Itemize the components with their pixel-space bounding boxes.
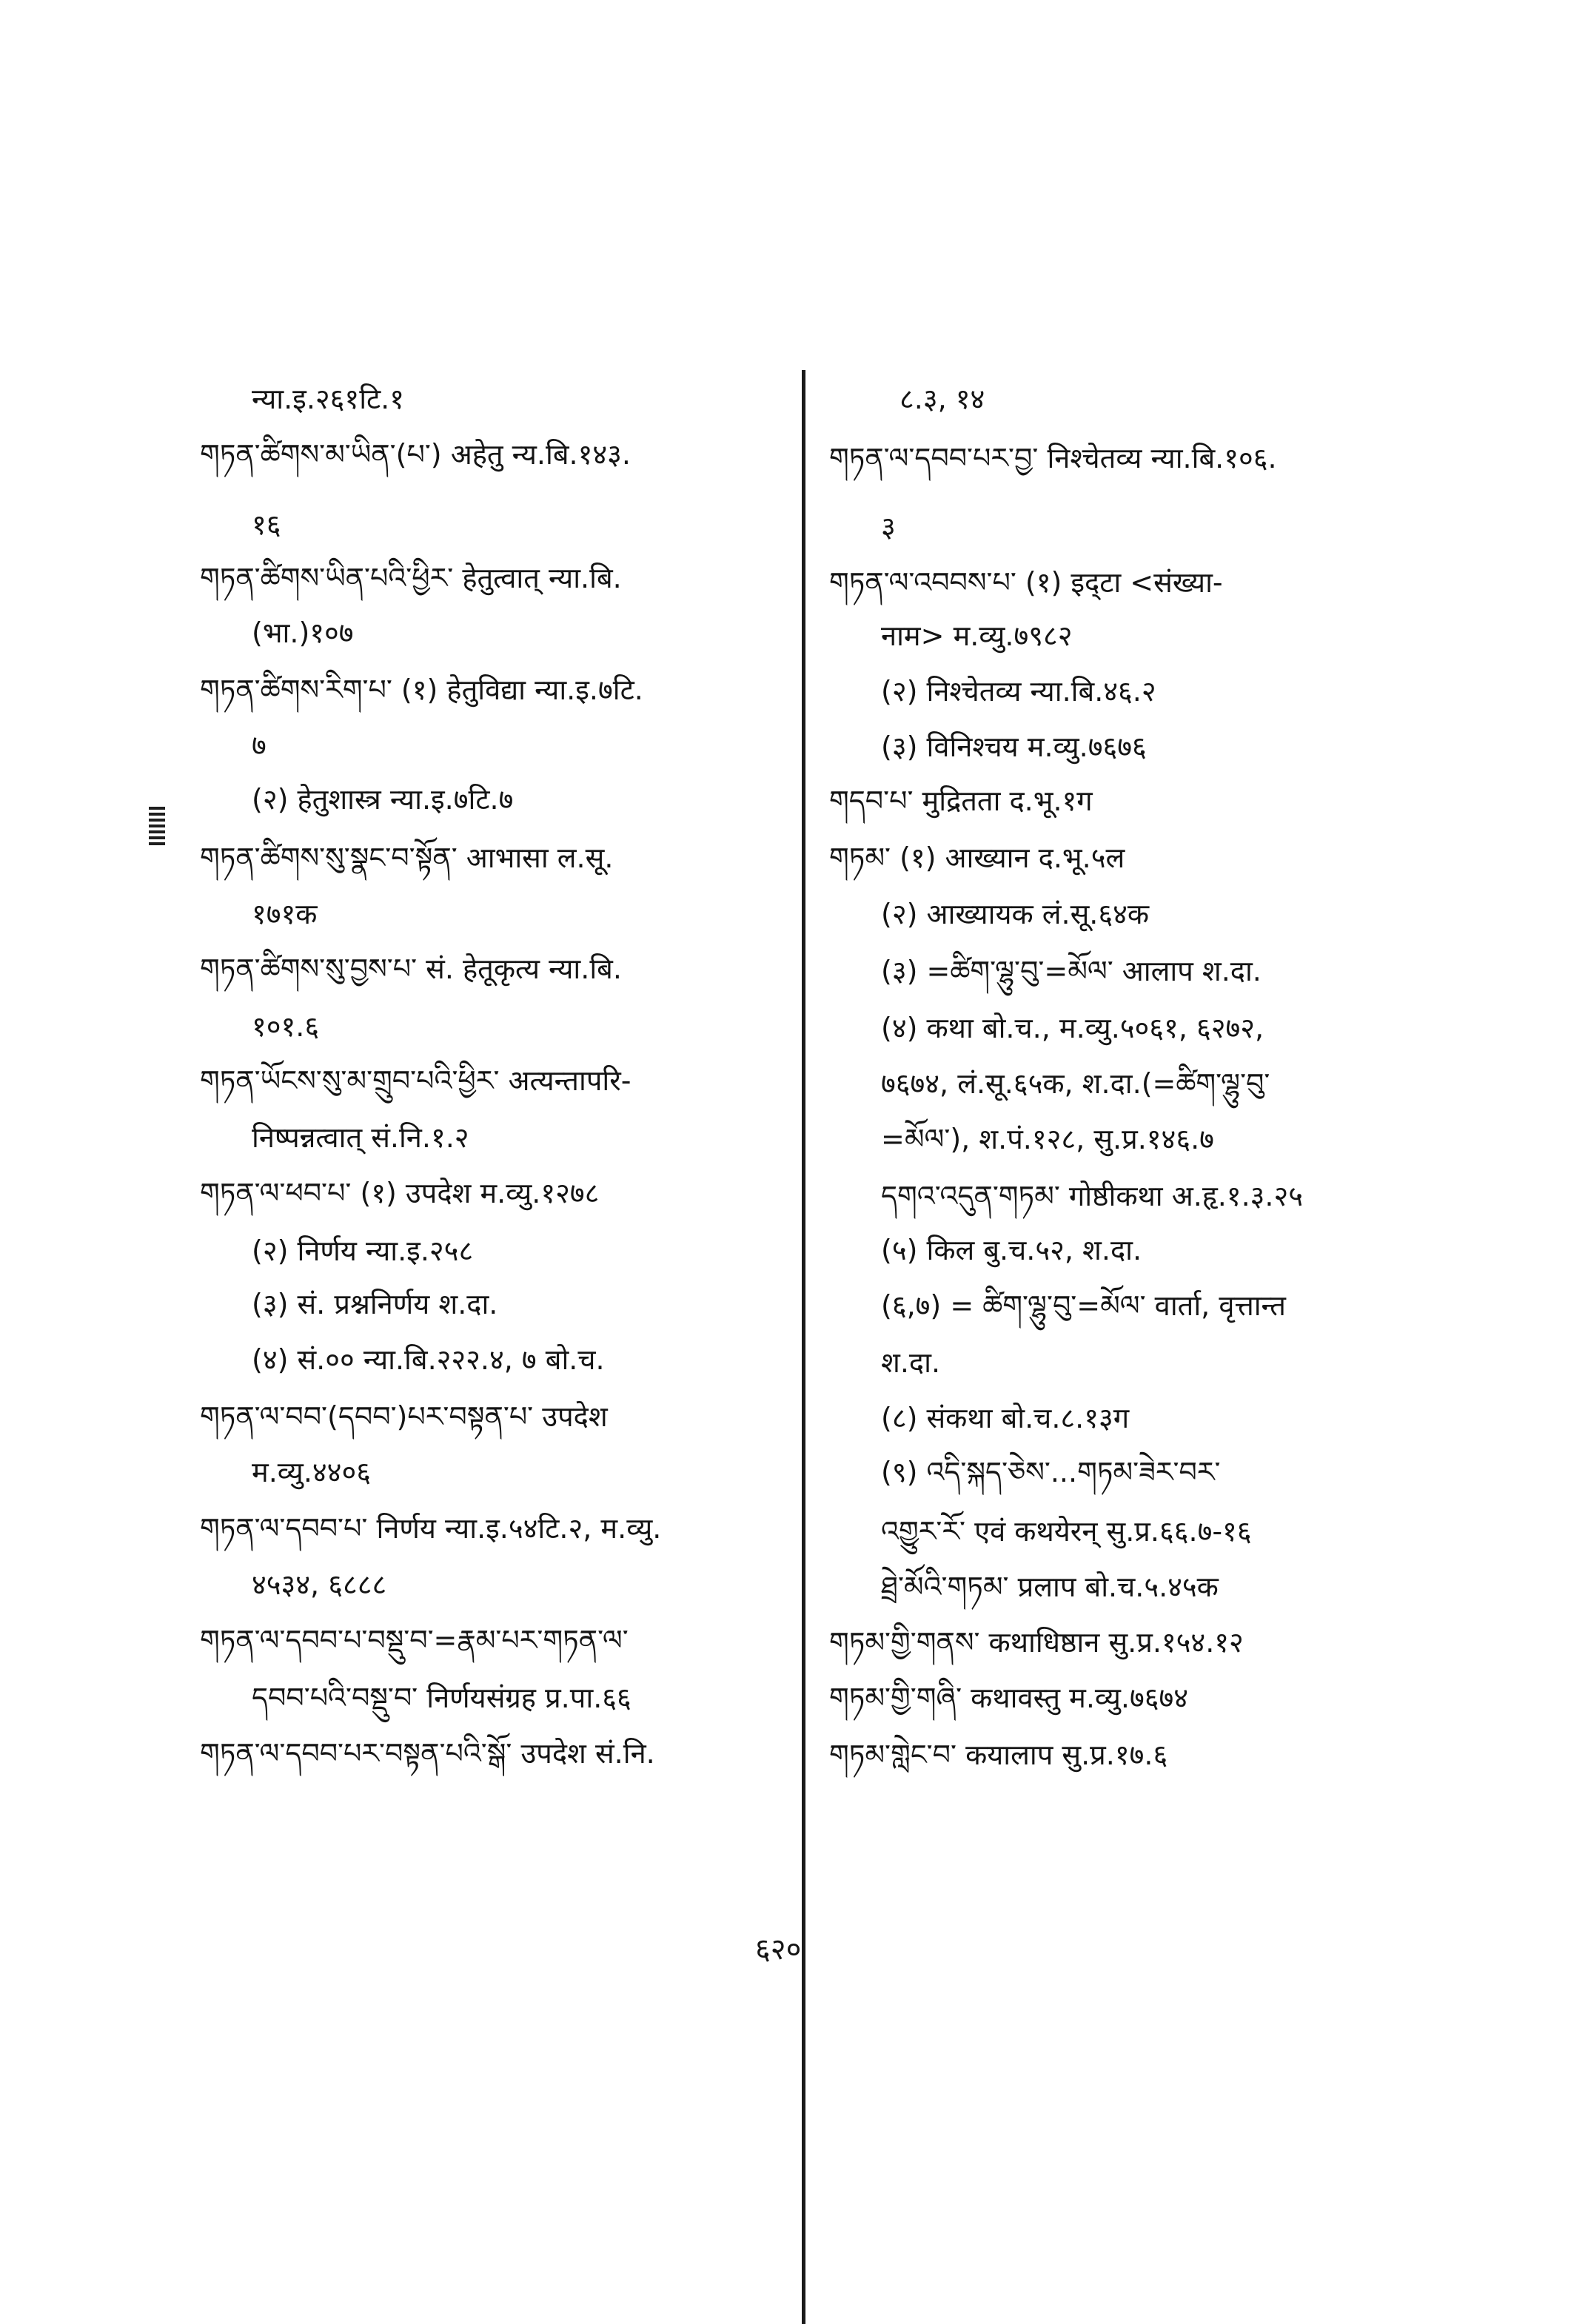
entry-line: (२) आख्यायक लं.सू.६४क: [881, 898, 1150, 930]
entry-line: (२) निश्चेतव्य न्या.बि.४६.२: [881, 675, 1156, 708]
entry-line: ७: [252, 729, 267, 762]
entry-line: ८.३, १४: [899, 383, 985, 415]
entry-line: श.दा.: [881, 1346, 941, 1379]
entry-line: གཏན་ལ་འབབས་པ་ (१) इद्टा <संख्या-: [829, 566, 1223, 599]
column-divider: [802, 370, 805, 2324]
entry-line: གཏན་ཡོངས་སུ་མ་གྲུབ་པའི་ཕྱིར་ अत्यन्तापरि-: [200, 1064, 631, 1097]
entry-line: གཏམ་གྱི་གནས་ कथाधिष्ठान सु.प्र.१५४.१२: [829, 1626, 1244, 1659]
entry-line: གཏན་ལ་དབབ་པར་བྱ་ निश्चेतव्य न्या.बि.१०६.: [829, 442, 1277, 474]
entry-line: १६: [252, 508, 281, 541]
entry-line: नाम> म.व्यु.७९८२: [881, 619, 1073, 652]
entry-line: ४५३४, ६८८८: [252, 1568, 387, 1601]
entry-line: (३) सं. प्रश्ननिर्णय श.दा.: [252, 1288, 498, 1320]
entry-line: དབབ་པའི་བསྡུ་བ་ निर्णयसंग्रह प्र.पा.६६: [252, 1682, 631, 1714]
entry-line: གཏམ་ (१) आख्यान द.भू.५ल: [829, 842, 1125, 874]
entry-line: གདབ་པ་ मुद्रितता द.भू.१ग: [829, 785, 1093, 817]
page-number: ६२०: [755, 1932, 802, 1967]
entry-line: གཏན་ཚིགས་རིག་པ་ (१) हेतुविद्या न्या.इ.७टि.: [200, 674, 643, 706]
entry-line: གཏན་ཚིགས་ཡིན་པའི་ཕྱིར་ हेतुत्वात् न्या.बि.: [200, 562, 622, 594]
entry-line: གཏན་ཚིགས་སུ་བྱས་པ་ सं. हेतूकृत्य न्या.बि.: [200, 953, 622, 985]
entry-line: १०१.६: [252, 1010, 320, 1043]
entry-line: (२) निर्णय न्या.इ.२५८: [252, 1235, 474, 1267]
entry-line: གཏན་ཚིགས་མ་ཡིན་(པ་) अहेतु न्य.बि.१४३.: [200, 438, 631, 471]
entry-line: (४) कथा बो.च., म.व्यु.५०६१, ६२७२,: [881, 1012, 1264, 1044]
entry-line: (५) किल बु.च.५२, श.दा.: [881, 1234, 1142, 1266]
entry-line: (४) सं.०० न्या.बि.२२२.४, ७ बो.च.: [252, 1343, 605, 1376]
entry-line: (भा.)१०७: [252, 617, 354, 649]
entry-line: འགྱུར་རོ་ एवं कथयेरन् सु.प्र.६६.७-१६: [881, 1515, 1252, 1548]
entry-line: (३) विनिश्चय म.व्यु.७६७६: [881, 731, 1147, 763]
entry-line: =མོལ་), श.पं.१२८, सु.प्र.१४६.७: [881, 1123, 1214, 1155]
entry-line: གཏམ་གླེང་བ་ कयालाप सु.प्र.१७.६: [829, 1739, 1168, 1771]
entry-line: (३) =ཚིག་ལྷུ་བུ་=མོལ་ आलाप श.दा.: [881, 955, 1262, 987]
entry-line: གཏན་ལ་དབབ་པར་བསྟན་པའི་སྒོ་ उपदेश सं.नि.: [200, 1737, 655, 1770]
entry-line: म.व्यु.४४०६: [252, 1456, 371, 1488]
entry-line: (९) འདི་སྐད་ཅེས་...གཏམ་ཟེར་བར་: [881, 1456, 1221, 1488]
margin-tally-mark: [149, 807, 165, 845]
entry-line: དགའ་འདུན་གཏམ་ गोष्ठीकथा अ.हृ.१.३.२५: [881, 1180, 1304, 1212]
entry-line: གཏན་ཚིགས་སུ་སྣང་བ་སྟོན་ आभासा ल.सू.: [200, 842, 614, 874]
entry-line: གཏམ་གྱི་གཞི་ कथावस्तु म.व्यु.७६७४: [829, 1682, 1189, 1714]
entry-line: གཏན་ལ་བབ་(དབབ་)པར་བསྟན་པ་ उपदेश: [200, 1400, 608, 1433]
entry-line: न्या.इ.२६१टि.१: [252, 383, 405, 415]
entry-line: ३: [881, 511, 896, 543]
entry-line: གཏན་ལ་དབབ་པ་བསྡུ་བ་=རྣམ་པར་གཏན་ལ་: [200, 1624, 629, 1656]
entry-line: (६,७) = ཚིག་ལྷུ་བུ་=མོལ་ वार्ता, वृत्तान्त: [881, 1289, 1286, 1322]
entry-line: ७६७४, लं.सू.६५क, श.दा.(=ཚིག་ལྷུ་བུ་: [881, 1067, 1270, 1100]
entry-line: निष्पन्नत्वात् सं.नि.१.२: [252, 1121, 469, 1154]
entry-line: १७१क: [252, 898, 318, 930]
entry-line: ཐྲེ་མོའི་གཏམ་ प्रलाप बो.च.५.४५क: [881, 1571, 1219, 1603]
entry-line: གཏན་ལ་དབབ་པ་ निर्णय न्या.इ.५४टि.२, म.व्यु.: [200, 1512, 662, 1545]
entry-line: (८) संकथा बो.च.८.१३ग: [881, 1402, 1130, 1434]
entry-line: (२) हेतुशास्त्र न्या.इ.७टि.७: [252, 783, 514, 816]
entry-line: གཏན་ལ་ཕབ་པ་ (१) उपदेश म.व्यु.१२७८: [200, 1177, 600, 1209]
